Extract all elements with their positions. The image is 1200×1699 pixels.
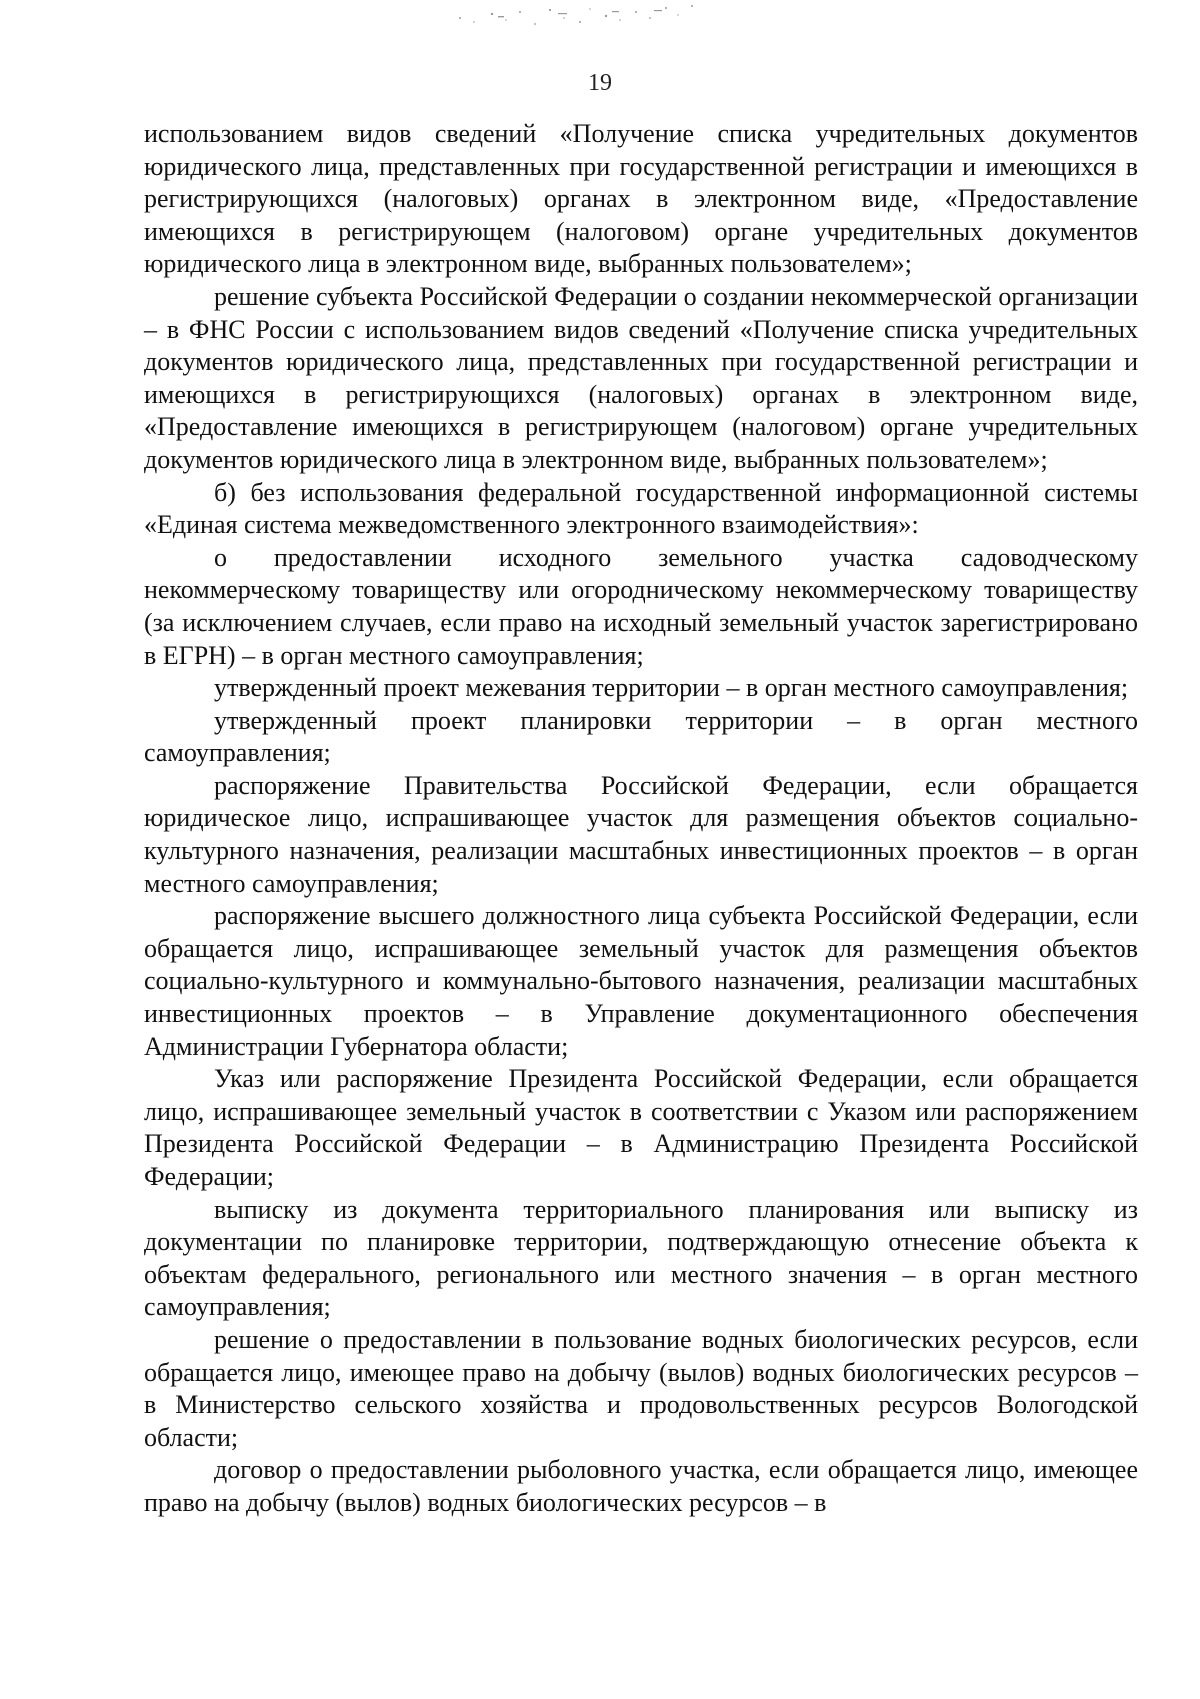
page-number: 19 [588,70,612,96]
paragraph: использованием видов сведений «Получение списка учредительных документов юридического лица, представленных при государственной регистрации и имеющихся в регистрирующихся (налоговых) органах в электронном виде, «Предоставление имеющихся в регистрирующем (налоговом) органе учредительных документов юридического лица в электронном виде, выбранных пользователем»; [144,119,1138,279]
paragraph: утвержденный проект межевания территории – в орган местного самоуправления; [214,673,1129,703]
paragraph: договор о предоставлении рыболовного участка, если обращается лицо, имеющее право на добычу (вылов) водных биологических ресурсов – в [144,1455,1138,1517]
paragraph: выписку из документа территориального планирования или выписку из документации по планировке территории, подтверждающую отнесение объекта к объектам федерального, регионального или местного значения – в орган местного самоуправления; [144,1194,1138,1322]
paragraph: распоряжение высшего должностного лица субъекта Российской Федерации, если обращается лицо, испрашивающее земельный участок для размещения объектов социально-культурного и коммунально-бытового назначения, реализации масштабных инвестиционных проектов – в Управление документационного обеспечения Администрации Губернатора области; [144,901,1138,1061]
body-text [144,118,1138,1520]
paragraph: решение субъекта Российской Федерации о создании некоммерческой организации – в ФНС России с использованием видов сведений «Получение списка учредительных документов юридического лица, представленных при государственной регистрации и имеющихся в регистрирующихся (налоговых) органах в электронном виде, «Предоставление имеющихся в регистрирующем (налоговом) органе учредительных документов юридического лица в электронном виде, выбранных пользователем»; [144,281,1138,474]
paragraph: распоряжение Правительства Российской Федерации, если обращается юридическое лицо, испрашивающее участок для размещения объектов социально-культурного назначения, реализации масштабных инвестиционных проектов – в орган местного самоуправления; [144,770,1138,898]
scan-artifact [440,0,740,40]
paragraph: б) без использования федеральной государственной информационной системы «Единая система межведомственного электронного взаимодействия»: [144,477,1138,540]
paragraph: Указ или распоряжение Президента Российской Федерации, если обращается лицо, испрашивающее земельный участок в соответствии с Указом или распоряжением Президента Российской Федерации – в Администрацию Президента Российской Федерации; [144,1064,1138,1191]
paragraph: о предоставлении исходного земельного участка садоводческому некоммерческому товариществу или огородническому некоммерческому товариществу (за исключением случаев, если право на исходный земельный участок зарегистрировано в ЕГРН) – в орган местного самоуправления; [144,542,1138,670]
paragraph: решение о предоставлении в пользование водных биологических ресурсов, если обращается лицо, имеющее право на добычу (вылов) водных биологических ресурсов – в Министерство сельского хозяйства и продовольственных ресурсов Вологодской области; [144,1324,1138,1452]
paragraph: утвержденный проект планировки территории – в орган местного самоуправления; [144,705,1138,768]
